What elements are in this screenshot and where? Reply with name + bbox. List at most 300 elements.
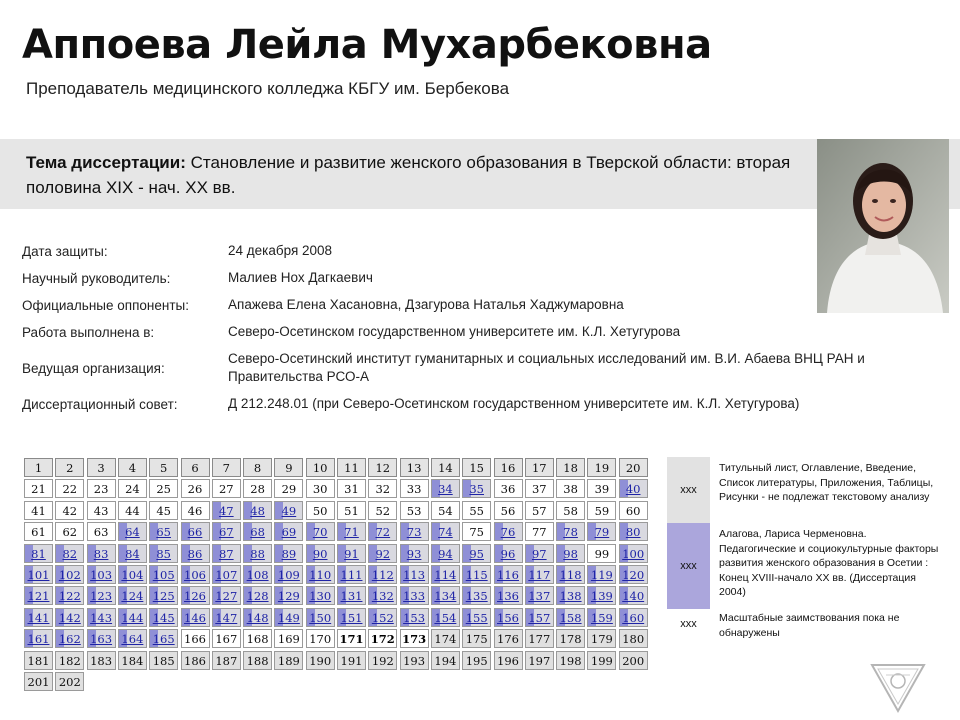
page-cell-link[interactable] (243, 608, 272, 627)
page-number: 161 (27, 632, 50, 647)
page-cell: 25 (149, 479, 178, 498)
page-cell: 51 (337, 501, 366, 520)
page-cell-link[interactable] (55, 586, 84, 605)
legend-swatch: xxx (667, 457, 710, 523)
page-cell: 9 (274, 458, 303, 477)
page-number: 162 (58, 632, 81, 647)
page-cell-link[interactable] (337, 522, 366, 541)
page-cell-link[interactable] (55, 608, 84, 627)
page-number: 92 (375, 546, 391, 561)
page-number: 142 (58, 610, 81, 625)
page-cell-link[interactable] (118, 522, 147, 541)
page-cell-link[interactable] (24, 586, 53, 605)
dissertation-details (22, 242, 932, 422)
page-number: 34 (438, 482, 453, 497)
page-cell-link[interactable] (306, 608, 335, 627)
page-cell-link[interactable] (149, 522, 178, 541)
page-number: 49 (281, 503, 297, 518)
page-cell-link[interactable] (400, 522, 429, 541)
page-cell: 17 (525, 458, 554, 477)
page-number: 147 (215, 610, 238, 625)
page-cell-link[interactable] (274, 608, 303, 627)
page-cell-link[interactable] (181, 544, 210, 563)
page-cell-link[interactable] (556, 586, 585, 605)
page-cell: 23 (87, 479, 116, 498)
page-cell-link[interactable] (337, 544, 366, 563)
page-number: 137 (528, 589, 551, 604)
page-cell: 169 (274, 629, 303, 648)
page-cell-link[interactable] (149, 629, 178, 648)
page-cell: 15 (462, 458, 491, 477)
page-cell: 175 (462, 629, 491, 648)
page-cell-link[interactable] (87, 544, 116, 563)
page-cell: 59 (587, 501, 616, 520)
page-cell: 26 (181, 479, 210, 498)
page-cell: 31 (337, 479, 366, 498)
page-cell-link[interactable] (212, 544, 241, 563)
page-cell-link[interactable] (212, 565, 241, 584)
page-number: 106 (184, 568, 206, 582)
page-cell: 27 (212, 479, 241, 498)
page-cell-link[interactable] (181, 586, 210, 605)
page-cell-link[interactable] (243, 501, 272, 520)
info-row (22, 323, 932, 341)
page-cell: 194 (431, 651, 460, 670)
page-cell: 57 (525, 501, 554, 520)
page-cell-link[interactable] (87, 608, 116, 627)
page-number: 155 (465, 610, 488, 625)
page-cell: 52 (368, 501, 397, 520)
page-number: 112 (371, 568, 394, 582)
page-number: 138 (559, 589, 582, 604)
page-number: 83 (93, 546, 109, 561)
page-cell-link[interactable] (494, 565, 523, 584)
page-cell: 10 (306, 458, 335, 477)
page-number: 135 (465, 589, 488, 604)
page-number: 149 (277, 610, 300, 625)
page-cell: 99 (587, 544, 616, 563)
page-cell-link[interactable] (494, 586, 523, 605)
page-cell-link[interactable] (55, 629, 84, 648)
page-cell: 168 (243, 629, 272, 648)
page-cell-link[interactable] (149, 608, 178, 627)
legend-description: Титульный лист, Оглавление, Введение, Список литературы, Приложения, Таблицы, Рисунки - не подлежат текстовому анализу (719, 462, 934, 503)
page-number: 94 (438, 546, 453, 561)
info-label: Диссертационный совет: (22, 396, 178, 412)
page-cell-link[interactable] (55, 565, 84, 584)
page-number: 40 (625, 482, 641, 497)
info-row (22, 395, 932, 413)
page-cell-link[interactable] (587, 608, 616, 627)
page-cell: 192 (368, 651, 397, 670)
page-number: 102 (58, 568, 81, 582)
page-cell: 18 (556, 458, 585, 477)
legend-swatch: xxx (667, 609, 710, 639)
page-cell-link[interactable] (556, 608, 585, 627)
page-number: 125 (152, 589, 175, 604)
page-cell-link[interactable] (337, 586, 366, 605)
page-cell-link[interactable] (306, 522, 335, 541)
page-cell: 200 (619, 651, 648, 670)
page-cell: 41 (24, 501, 53, 520)
page-number: 67 (218, 525, 234, 540)
page-number: 124 (121, 589, 144, 604)
page-number: 85 (156, 546, 171, 561)
page-cell-link[interactable] (431, 565, 460, 584)
page-cell-link[interactable] (181, 608, 210, 627)
person-position: Преподаватель медицинского колледжа КБГУ им. Бербекова (26, 79, 510, 98)
page-number: 104 (121, 568, 144, 582)
page-number: 105 (152, 568, 175, 582)
page-cell: 62 (55, 522, 84, 541)
page-cell: 172 (368, 629, 397, 648)
page-cell: 19 (587, 458, 616, 477)
page-cell-link[interactable] (118, 629, 147, 648)
page-cell: 198 (556, 651, 585, 670)
page-cell-link[interactable] (462, 544, 491, 563)
page-cell: 188 (243, 651, 272, 670)
page-number: 123 (90, 589, 113, 604)
page-cell-link[interactable] (494, 608, 523, 627)
page-cell-link[interactable] (212, 501, 241, 520)
page-cell-link[interactable] (87, 586, 116, 605)
page-cell-link[interactable] (619, 565, 648, 584)
page-cell-link[interactable] (400, 608, 429, 627)
page-number: 89 (281, 546, 297, 561)
page-cell: 191 (337, 651, 366, 670)
page-number: 146 (184, 610, 206, 625)
page-number: 148 (246, 610, 269, 625)
legend-description: Масштабные заимствования пока не обнаружены (719, 612, 900, 639)
page-number: 110 (309, 568, 332, 582)
page-number: 86 (187, 546, 203, 561)
page-cell-link[interactable] (619, 479, 648, 498)
page-number: 165 (152, 632, 175, 647)
legend-description: Алагова, Лариса Черменовна. Педагогические и социокультурные факторы развития женского образования в Осетии : Конец XVIII-начало XX вв. (Диссертация 2004) (719, 528, 939, 598)
page-number: 118 (559, 568, 582, 582)
page-number: 111 (340, 568, 363, 582)
page-number: 93 (406, 546, 422, 561)
page-cell-link[interactable] (368, 565, 397, 584)
page-cell: 60 (619, 501, 648, 520)
info-value: Апажева Елена Хасановна, Дзагурова Наталья Хаджумаровна (228, 297, 624, 312)
page-number: 113 (403, 568, 426, 582)
page-grid (24, 458, 650, 692)
page-cell: 4 (118, 458, 147, 477)
page-number: 96 (500, 546, 516, 561)
page-cell-link[interactable] (431, 544, 460, 563)
page-number: 141 (27, 610, 50, 625)
page-cell: 32 (368, 479, 397, 498)
page-cell-link[interactable] (431, 608, 460, 627)
page-cell: 193 (400, 651, 429, 670)
page-cell: 176 (494, 629, 523, 648)
topic-label: Тема диссертации: (26, 153, 186, 172)
page-cell-link[interactable] (368, 544, 397, 563)
page-cell-link[interactable] (462, 565, 491, 584)
page-number: 131 (340, 589, 363, 604)
page-cell-link[interactable] (87, 565, 116, 584)
page-cell: 55 (462, 501, 491, 520)
page-number: 76 (500, 525, 516, 540)
page-cell: 173 (400, 629, 429, 648)
page-cell-link[interactable] (212, 586, 241, 605)
page-cell-link[interactable] (368, 586, 397, 605)
page-cell: 38 (556, 479, 585, 498)
legend-swatch: xxx (667, 523, 710, 609)
page-cell-link[interactable] (274, 501, 303, 520)
page-cell: 58 (556, 501, 585, 520)
page-cell: 43 (87, 501, 116, 520)
page-cell-link[interactable] (619, 608, 648, 627)
page-cell: 2 (55, 458, 84, 477)
page-number: 133 (403, 589, 426, 604)
page-number: 120 (622, 568, 645, 582)
page-cell: 181 (24, 651, 53, 670)
page-number: 122 (58, 589, 81, 604)
page-number: 157 (528, 610, 551, 625)
page-number: 153 (403, 610, 426, 625)
info-label: Ведущая организация: (22, 360, 165, 376)
page-cell: 195 (462, 651, 491, 670)
info-row (22, 296, 932, 314)
dissertation-topic (26, 150, 826, 200)
page-cell-link[interactable] (494, 522, 523, 541)
page-number: 158 (559, 610, 582, 625)
page-cell: 13 (400, 458, 429, 477)
page-cell-link[interactable] (619, 586, 648, 605)
page-cell-link[interactable] (494, 544, 523, 563)
page-number: 127 (215, 589, 238, 604)
page-cell: 185 (149, 651, 178, 670)
page-cell-link[interactable] (431, 586, 460, 605)
page-cell-link[interactable] (243, 586, 272, 605)
page-cell-link[interactable] (274, 544, 303, 563)
page-cell-link[interactable] (306, 544, 335, 563)
info-value: Д 212.248.01 (при Северо-Осетинском государственном университете им. К.Л. Хетугурова) (228, 396, 800, 411)
page-number: 163 (90, 632, 113, 647)
info-value: Северо-Осетинский институт гуманитарных и социальных исследований им. В.И. Абаева ВНЦ РАН и Правительства РСО-А (228, 351, 865, 384)
page-cell-link[interactable] (587, 565, 616, 584)
page-cell: 179 (587, 629, 616, 648)
page-cell: 174 (431, 629, 460, 648)
page-cell: 166 (181, 629, 210, 648)
page-cell: 75 (462, 522, 491, 541)
page-cell-link[interactable] (274, 565, 303, 584)
page-cell: 77 (525, 522, 554, 541)
page-number: 136 (497, 589, 519, 604)
info-value: Северо-Осетинском государственном университете им. К.Л. Хетугурова (228, 324, 681, 339)
page-number: 97 (531, 546, 547, 561)
page-cell: 45 (149, 501, 178, 520)
page-number: 72 (375, 525, 391, 540)
page-cell: 30 (306, 479, 335, 498)
page-cell-link[interactable] (243, 565, 272, 584)
page-number: 144 (121, 610, 144, 625)
page-cell-link[interactable] (306, 586, 335, 605)
page-number: 114 (434, 568, 457, 582)
page-cell: 171 (337, 629, 366, 648)
page-cell-link[interactable] (337, 565, 366, 584)
page-cell-link[interactable] (212, 522, 241, 541)
page-number: 65 (156, 525, 171, 540)
page-cell-link[interactable] (431, 479, 460, 498)
page-number: 160 (622, 610, 645, 625)
page-number: 154 (434, 610, 457, 625)
page-number: 128 (246, 589, 269, 604)
page-cell-link[interactable] (24, 565, 53, 584)
info-value: 24 декабря 2008 (228, 243, 333, 258)
page-cell-link[interactable] (619, 544, 648, 563)
page-cell: 21 (24, 479, 53, 498)
page-cell-link[interactable] (587, 522, 616, 541)
page-number: 82 (62, 546, 78, 561)
page-number: 74 (438, 525, 453, 540)
page-number: 164 (121, 632, 144, 647)
page-number: 98 (563, 546, 578, 561)
page-number: 47 (218, 503, 234, 518)
page-number: 116 (497, 568, 519, 582)
page-number: 152 (371, 610, 394, 625)
page-cell-link[interactable] (274, 522, 303, 541)
page-cell-link[interactable] (149, 565, 178, 584)
page-number: 121 (27, 589, 50, 604)
page-cell-link[interactable] (462, 608, 491, 627)
page-cell-link[interactable] (525, 608, 554, 627)
page-number: 48 (250, 503, 265, 518)
page-number: 145 (152, 610, 175, 625)
page-cell-link[interactable] (149, 544, 178, 563)
page-cell: 39 (587, 479, 616, 498)
page-cell-link[interactable] (55, 544, 84, 563)
page-number: 107 (215, 568, 238, 582)
page-cell-link[interactable] (462, 479, 491, 498)
page-cell: 37 (525, 479, 554, 498)
page-cell-link[interactable] (556, 544, 585, 563)
page-cell-link[interactable] (87, 629, 116, 648)
legend-item (667, 609, 937, 639)
page-cell-link[interactable] (556, 565, 585, 584)
page-cell-link[interactable] (587, 586, 616, 605)
page-number: 79 (594, 525, 610, 540)
page-cell: 197 (525, 651, 554, 670)
page-number: 156 (497, 610, 519, 625)
info-row (22, 350, 932, 386)
info-label: Научный руководитель: (22, 270, 171, 286)
page-cell: 187 (212, 651, 241, 670)
page-cell-link[interactable] (24, 629, 53, 648)
page-cell: 1 (24, 458, 53, 477)
page-cell: 22 (55, 479, 84, 498)
page-number: 73 (406, 525, 422, 540)
page-cell: 3 (87, 458, 116, 477)
page-cell-link[interactable] (274, 586, 303, 605)
page-cell: 16 (494, 458, 523, 477)
page-cell-link[interactable] (181, 565, 210, 584)
legend-item (667, 523, 937, 609)
page-cell-link[interactable] (462, 586, 491, 605)
info-label: Дата защиты: (22, 243, 108, 259)
page-cell-link[interactable] (149, 586, 178, 605)
page-cell: 182 (55, 651, 84, 670)
page-cell-link[interactable] (400, 586, 429, 605)
page-cell-link[interactable] (431, 522, 460, 541)
page-number: 119 (590, 568, 613, 582)
page-cell: 190 (306, 651, 335, 670)
page-number: 90 (312, 546, 328, 561)
page-cell-link[interactable] (525, 565, 554, 584)
page-cell-link[interactable] (368, 608, 397, 627)
page-cell: 36 (494, 479, 523, 498)
page-cell-link[interactable] (118, 544, 147, 563)
person-name: Аппоева Лейла Мухарбековна (22, 22, 712, 68)
page-number: 71 (344, 525, 359, 540)
page-number: 64 (125, 525, 140, 540)
page-cell: 56 (494, 501, 523, 520)
page-cell-link[interactable] (212, 608, 241, 627)
page-cell: 186 (181, 651, 210, 670)
page-number: 80 (625, 525, 641, 540)
page-cell-link[interactable] (118, 565, 147, 584)
page-number: 69 (281, 525, 297, 540)
page-number: 130 (309, 589, 332, 604)
page-cell: 170 (306, 629, 335, 648)
page-cell: 196 (494, 651, 523, 670)
page-cell: 199 (587, 651, 616, 670)
page-cell-link[interactable] (337, 608, 366, 627)
page-number: 143 (90, 610, 113, 625)
page-number: 109 (277, 568, 300, 582)
page-cell-link[interactable] (525, 586, 554, 605)
page-cell-link[interactable] (306, 565, 335, 584)
page-cell: 46 (181, 501, 210, 520)
page-number: 100 (622, 546, 645, 561)
page-cell: 28 (243, 479, 272, 498)
page-cell-link[interactable] (118, 608, 147, 627)
page-number: 87 (218, 546, 234, 561)
page-number: 81 (31, 546, 46, 561)
page-number: 126 (184, 589, 206, 604)
page-number: 95 (469, 546, 484, 561)
page-number: 35 (469, 482, 484, 497)
page-cell-link[interactable] (24, 608, 53, 627)
page-number: 68 (250, 525, 265, 540)
page-cell-link[interactable] (619, 522, 648, 541)
info-row (22, 269, 932, 287)
page-cell: 177 (525, 629, 554, 648)
page-cell: 12 (368, 458, 397, 477)
page-cell-link[interactable] (556, 522, 585, 541)
page-cell: 202 (55, 672, 84, 691)
legend-item (667, 457, 937, 523)
page-cell: 7 (212, 458, 241, 477)
page-cell-link[interactable] (525, 544, 554, 563)
page-cell-link[interactable] (243, 522, 272, 541)
page-cell-link[interactable] (118, 586, 147, 605)
page-cell-link[interactable] (400, 565, 429, 584)
page-number: 140 (622, 589, 645, 604)
page-number: 151 (340, 610, 363, 625)
page-cell-link[interactable] (24, 544, 53, 563)
page-cell-link[interactable] (400, 544, 429, 563)
page-cell: 14 (431, 458, 460, 477)
page-cell-link[interactable] (368, 522, 397, 541)
page-cell: 42 (55, 501, 84, 520)
page-cell-link[interactable] (181, 522, 210, 541)
page-cell: 189 (274, 651, 303, 670)
page-cell-link[interactable] (243, 544, 272, 563)
topic-title: Становление и развитие женского образования в Тверской области: вторая половина XIX - нач. XX вв. (26, 153, 791, 197)
